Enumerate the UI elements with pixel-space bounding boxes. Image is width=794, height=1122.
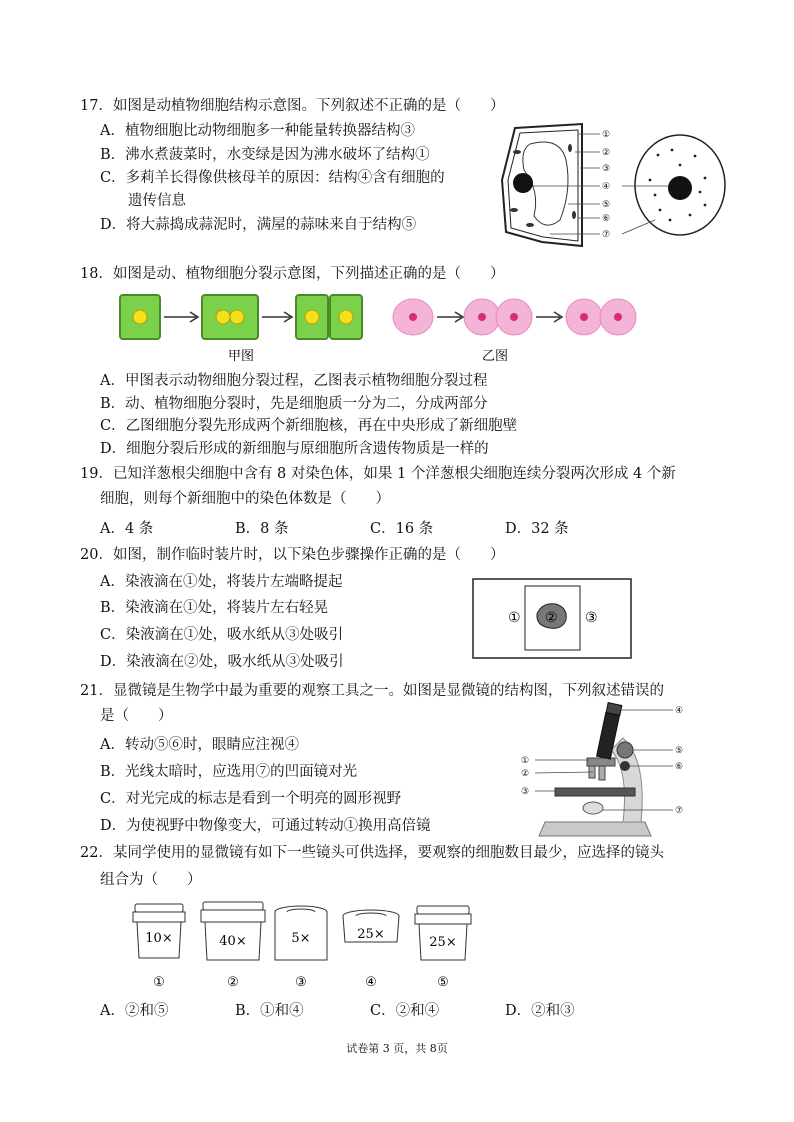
cell-label-3: ③: [602, 164, 611, 174]
scope-label-5: ⑤: [675, 746, 684, 756]
q20-option-b: B．染液滴在①处，将装片左右轻晃: [100, 600, 329, 616]
q17-option-c-cont: 遗传信息: [128, 193, 186, 209]
lens-3-mag: 5×: [291, 931, 311, 946]
lens-2: [201, 902, 265, 990]
lens-4: [343, 910, 399, 990]
scope-label-7: ⑦: [675, 806, 684, 816]
q20-option-a: A．染液滴在①处，将装片左端略提起: [100, 574, 343, 590]
scope-label-6: ⑥: [675, 762, 684, 772]
q17-option-a: A．植物细胞比动物细胞多一种能量转换器结构③: [100, 123, 415, 139]
scope-label-3: ③: [521, 787, 530, 797]
lens-4-num: ④: [365, 975, 377, 990]
slide-label-mid: ②: [545, 610, 558, 626]
q18-stem: 18．如图是动、植物细胞分裂示意图，下列描述正确的是（ ）: [80, 266, 505, 282]
q18-option-d: D．细胞分裂后形成的新细胞与原细胞所含遗传物质是一样的: [100, 441, 489, 457]
fig-label-jia: 甲图: [228, 349, 255, 364]
lens-2-num: ②: [227, 975, 239, 990]
lens-3: [275, 906, 327, 990]
lens-1-num: ①: [153, 975, 165, 990]
q21-option-a: A．转动⑤⑥时，眼睛应注视④: [100, 737, 299, 753]
cell-label-4: ④: [602, 182, 611, 192]
cell-label-7: ⑦: [602, 230, 611, 240]
lens-3-num: ③: [295, 975, 307, 990]
plant-division-stage-2: [202, 295, 258, 339]
scope-label-2: ②: [521, 769, 530, 779]
fig-label-yi: 乙图: [482, 349, 509, 364]
lens-5: [415, 906, 471, 990]
lens-4-mag: 25×: [357, 927, 385, 942]
cell-structure-figure: [490, 120, 750, 255]
slide-figure: [472, 578, 632, 660]
plant-division-stage-1: [120, 295, 160, 339]
arrow-icon: [536, 312, 562, 322]
cell-division-figure: [110, 290, 650, 365]
microscope-figure: [515, 700, 695, 840]
lens-2-mag: 40×: [219, 934, 247, 949]
q21-stem-cont: 是（ ）: [100, 708, 173, 724]
q19-option-d: D．32 条: [505, 521, 569, 537]
arrow-icon: [437, 312, 463, 322]
q17-option-c: C．多莉羊长得像供核母羊的原因：结构④含有细胞的: [100, 170, 445, 186]
q19-stem-cont: 细胞，则每个新细胞中的染色体数是（ ）: [100, 491, 390, 507]
slide-label-left: ①: [508, 610, 521, 626]
q20-option-c: C．染液滴在①处，吸水纸从③处吸引: [100, 627, 344, 643]
q22-stem: 22．某同学使用的显微镜有如下一些镜头可供选择，要观察的细胞数目最少，应选择的镜头: [80, 845, 664, 861]
cell-label-2: ②: [602, 148, 611, 158]
arrow-icon: [164, 312, 198, 322]
cell-label-5: ⑤: [602, 200, 611, 210]
q21-option-d: D．为使视野中物像变大，可通过转动①换用高倍镜: [100, 818, 431, 834]
q22-option-d: D．②和③: [505, 1003, 575, 1019]
q19-option-b: B．8 条: [235, 521, 289, 537]
q18-option-a: A．甲图表示动物细胞分裂过程，乙图表示植物细胞分裂过程: [100, 373, 488, 389]
q20-option-d: D．染液滴在②处，吸水纸从③处吸引: [100, 654, 344, 670]
cell-label-1: ①: [602, 130, 611, 140]
q19-option-a: A．4 条: [100, 521, 154, 537]
scope-label-1: ①: [521, 756, 530, 766]
q17-option-b: B．沸水煮菠菜时，水变绿是因为沸水破坏了结构①: [100, 147, 430, 163]
mirror-shape: [583, 802, 603, 814]
q18-option-c: C．乙图细胞分裂先形成两个新细胞核，再在中央形成了新细胞壁: [100, 418, 518, 434]
arrow-icon: [262, 312, 292, 322]
q17-option-d: D．将大蒜捣成蒜泥时，满屋的蒜味来自于结构⑤: [100, 217, 417, 233]
q19-stem: 19．已知洋葱根尖细胞中含有 8 对染色体，如果 1 个洋葱根尖细胞连续分裂两次形成 4 个新: [80, 466, 676, 482]
q21-option-c: C．对光完成的标志是看到一个明亮的圆形视野: [100, 791, 402, 807]
q18-option-b: B．动、植物细胞分裂时，先是细胞质一分为二，分成两部分: [100, 396, 488, 412]
q21-stem: 21．显微镜是生物学中最为重要的观察工具之一。如图是显微镜的结构图，下列叙述错误的: [80, 683, 664, 699]
slide-label-right: ③: [585, 610, 598, 626]
plant-division-stage-3: [296, 295, 362, 339]
q21-option-b: B．光线太暗时，应选用⑦的凹面镜对光: [100, 764, 358, 780]
lens-5-num: ⑤: [437, 975, 449, 990]
lens-figure: [125, 898, 485, 993]
lens-1-mag: 10×: [145, 931, 173, 946]
plant-nucleus-shape: [513, 173, 533, 193]
q22-option-c: C．②和④: [370, 1003, 440, 1019]
page-footer: 试卷第 3 页，共 8页: [346, 1042, 448, 1055]
q19-option-c: C．16 条: [370, 521, 434, 537]
animal-division-stage-1: [393, 299, 433, 335]
animal-division-stage-2: [464, 299, 532, 335]
q22-option-b: B．①和④: [235, 1003, 304, 1019]
animal-nucleus-shape: [668, 176, 692, 200]
lens-5-mag: 25×: [429, 935, 457, 950]
q22-option-a: A．②和⑤: [100, 1003, 169, 1019]
animal-division-stage-3: [566, 299, 636, 335]
q22-stem-cont: 组合为（ ）: [100, 872, 202, 888]
scope-label-4: ④: [675, 706, 684, 716]
q20-stem: 20．如图，制作临时装片时，以下染色步骤操作正确的是（ ）: [80, 547, 505, 563]
lens-1: [133, 904, 185, 990]
cell-label-6: ⑥: [602, 214, 611, 224]
q17-stem: 17．如图是动植物细胞结构示意图。下列叙述不正确的是（ ）: [80, 98, 505, 114]
